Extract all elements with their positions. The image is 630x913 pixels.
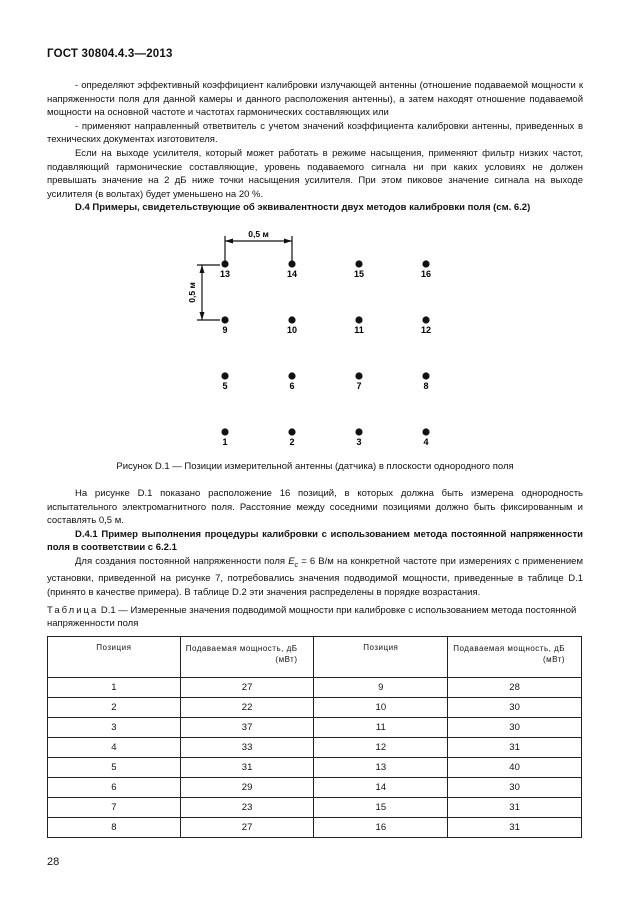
cell-power: 27 xyxy=(180,818,314,838)
header-power-1: Подаваемая мощность, дБ (мВт) xyxy=(180,637,314,678)
page-number: 28 xyxy=(47,856,60,868)
dimension-arrow-left xyxy=(225,239,233,244)
cell-position: 2 xyxy=(48,698,181,718)
position-label: 5 xyxy=(222,381,228,391)
cell-position: 15 xyxy=(314,798,448,818)
cell-position: 12 xyxy=(314,738,448,758)
cell-power: 22 xyxy=(180,698,314,718)
position-label: 8 xyxy=(423,381,429,391)
table-row xyxy=(48,738,582,758)
cell-power: 31 xyxy=(448,738,582,758)
cell-position: 6 xyxy=(48,778,181,798)
table-body xyxy=(48,678,582,838)
dimension-label-vertical: 0,5 м xyxy=(187,282,197,303)
cell-power: 31 xyxy=(448,818,582,838)
position-dot xyxy=(221,428,228,435)
position-points xyxy=(220,260,431,447)
cell-position: 7 xyxy=(48,798,181,818)
table-row xyxy=(48,798,582,818)
document-header: ГОСТ 30804.4.3—2013 xyxy=(47,48,173,60)
position-dot xyxy=(422,372,429,379)
paragraph-figure-description: На рисунке D.1 показано расположение 16 позиций, в которых должна быть измерена однородность испытательного электромагнитного поля. Расстояние между соседними позициями должно быть фиксированным и составлять 0,5 м. xyxy=(47,488,583,527)
position-label: 4 xyxy=(423,437,429,447)
table-header-row xyxy=(48,637,582,678)
position-label: 16 xyxy=(420,269,432,279)
cell-power: 33 xyxy=(180,738,314,758)
position-label: 14 xyxy=(286,269,298,279)
cell-position: 4 xyxy=(48,738,181,758)
positions-grid-svg xyxy=(180,224,460,454)
paragraph-directional-coupler: - применяют направленный ответвитель с учетом значений коэффициента калибровки антенны, приведенных в технических документах изготовителя. xyxy=(47,120,583,146)
cell-power: 30 xyxy=(448,718,582,738)
paragraph-antenna-factor: - определяют эффективный коэффициент калибровки излучающей антенны (отношение подаваемой мощности к напряженности поля для данной камеры и данного расположения антенны), а затем находят отношение подаваемой мощности на основной частоте и частотах гармонических составляющих или xyxy=(47,80,583,119)
position-dot xyxy=(288,372,295,379)
cell-position: 1 xyxy=(48,678,181,698)
cell-power: 30 xyxy=(448,778,582,798)
cell-power: 29 xyxy=(180,778,314,798)
cell-position: 13 xyxy=(314,758,448,778)
header-power-2: Подаваемая мощность, дБ (мВт) xyxy=(448,637,582,678)
text-block-2 xyxy=(47,487,583,600)
cell-position: 3 xyxy=(48,718,181,738)
position-dot xyxy=(221,316,228,323)
cell-power: 23 xyxy=(180,798,314,818)
text-block-1 xyxy=(47,79,583,215)
position-label: 15 xyxy=(353,269,365,279)
position-dot xyxy=(355,260,362,267)
position-dot xyxy=(422,428,429,435)
cell-power: 37 xyxy=(180,718,314,738)
header-position-2: Позиция xyxy=(314,637,448,678)
table-row xyxy=(48,718,582,738)
paragraph-constant-field xyxy=(47,555,583,600)
section-heading-d4: D.4 Примеры, свидетельствующие об эквивалентности двух методов калибровки поля (см. 6.2) xyxy=(75,202,531,214)
table-caption xyxy=(47,604,583,630)
position-dot xyxy=(288,428,295,435)
paragraph-text-start: Для создания постоянной напряженности поля xyxy=(75,555,289,567)
cell-power: 31 xyxy=(180,758,314,778)
cell-position: 11 xyxy=(314,718,448,738)
dimension-arrow-right xyxy=(284,239,292,244)
position-label: 2 xyxy=(289,437,295,447)
position-dot xyxy=(288,260,295,267)
cell-power: 27 xyxy=(180,678,314,698)
position-label: 7 xyxy=(356,381,362,391)
figure-d1-diagram xyxy=(180,224,460,454)
cell-position: 16 xyxy=(314,818,448,838)
paragraph-text-end: = 6 В/м на конкретной частоте при измерениях с применением установки, приведенной на рисунке 7, потребовались значения подводимой мощности, приведенные в таблице D.1 (принято в качестве примера). В таблице D.2 эти значения распределены в порядке возрастания. xyxy=(47,555,583,599)
dimension-label-horizontal: 0,5 м xyxy=(248,229,269,239)
cell-power: 28 xyxy=(448,678,582,698)
cell-power: 40 xyxy=(448,758,582,778)
position-dot xyxy=(422,260,429,267)
cell-power: 31 xyxy=(448,798,582,818)
cell-position: 14 xyxy=(314,778,448,798)
position-label: 11 xyxy=(354,325,364,335)
position-label: 10 xyxy=(286,325,298,335)
position-label: 9 xyxy=(222,325,228,335)
position-dot xyxy=(355,372,362,379)
table-row xyxy=(48,778,582,798)
position-dot xyxy=(422,316,429,323)
position-label: 3 xyxy=(356,437,362,447)
table-row xyxy=(48,818,582,838)
section-heading-d41: D.4.1 Пример выполнения процедуры калибровки с использованием метода постоянной напряженности поля в соответствии с 6.2.1 xyxy=(47,528,583,554)
cell-position: 9 xyxy=(314,678,448,698)
table-row xyxy=(48,758,582,778)
table-row xyxy=(48,678,582,698)
position-dot xyxy=(221,260,228,267)
measurement-table xyxy=(47,636,582,838)
header-position-1: Позиция xyxy=(48,637,181,678)
dimension-arrow-top xyxy=(200,265,205,273)
table-row xyxy=(48,698,582,718)
cell-position: 10 xyxy=(314,698,448,718)
position-dot xyxy=(288,316,295,323)
dimension-arrow-bottom xyxy=(200,312,205,320)
cell-position: 8 xyxy=(48,818,181,838)
paragraph-amplifier-filter: Если на выходе усилителя, который может работать в режиме насыщения, применяют фильтр низких частот, подавляющий гармонические составляющие, уровень подаваемого сигнала ни при каких условиях не должен превышать значение на 2 дБ ниже точки насыщения усилителя. При этом пиковое значение сигнала на выходе усилителя (в вольтах) будет уменьшено на 20 %. xyxy=(47,147,583,200)
position-label: 6 xyxy=(289,381,295,391)
position-dot xyxy=(355,428,362,435)
position-dot xyxy=(221,372,228,379)
field-symbol: E xyxy=(288,555,295,567)
position-label: 1 xyxy=(222,437,228,447)
table-caption-text: D.1 — Измеренные значения подводимой мощности при калибровке с использованием метода постоянной напряженности поля xyxy=(47,605,577,629)
position-label: 13 xyxy=(219,269,231,279)
position-label: 12 xyxy=(420,325,432,335)
field-symbol-subscript: c xyxy=(294,561,299,569)
cell-power: 30 xyxy=(448,698,582,718)
cell-position: 5 xyxy=(48,758,181,778)
figure-caption: Рисунок D.1 — Позиции измерительной антенны (датчика) в плоскости однородного поля xyxy=(116,461,514,472)
table-caption-label: Таблица xyxy=(47,605,99,616)
position-dot xyxy=(355,316,362,323)
